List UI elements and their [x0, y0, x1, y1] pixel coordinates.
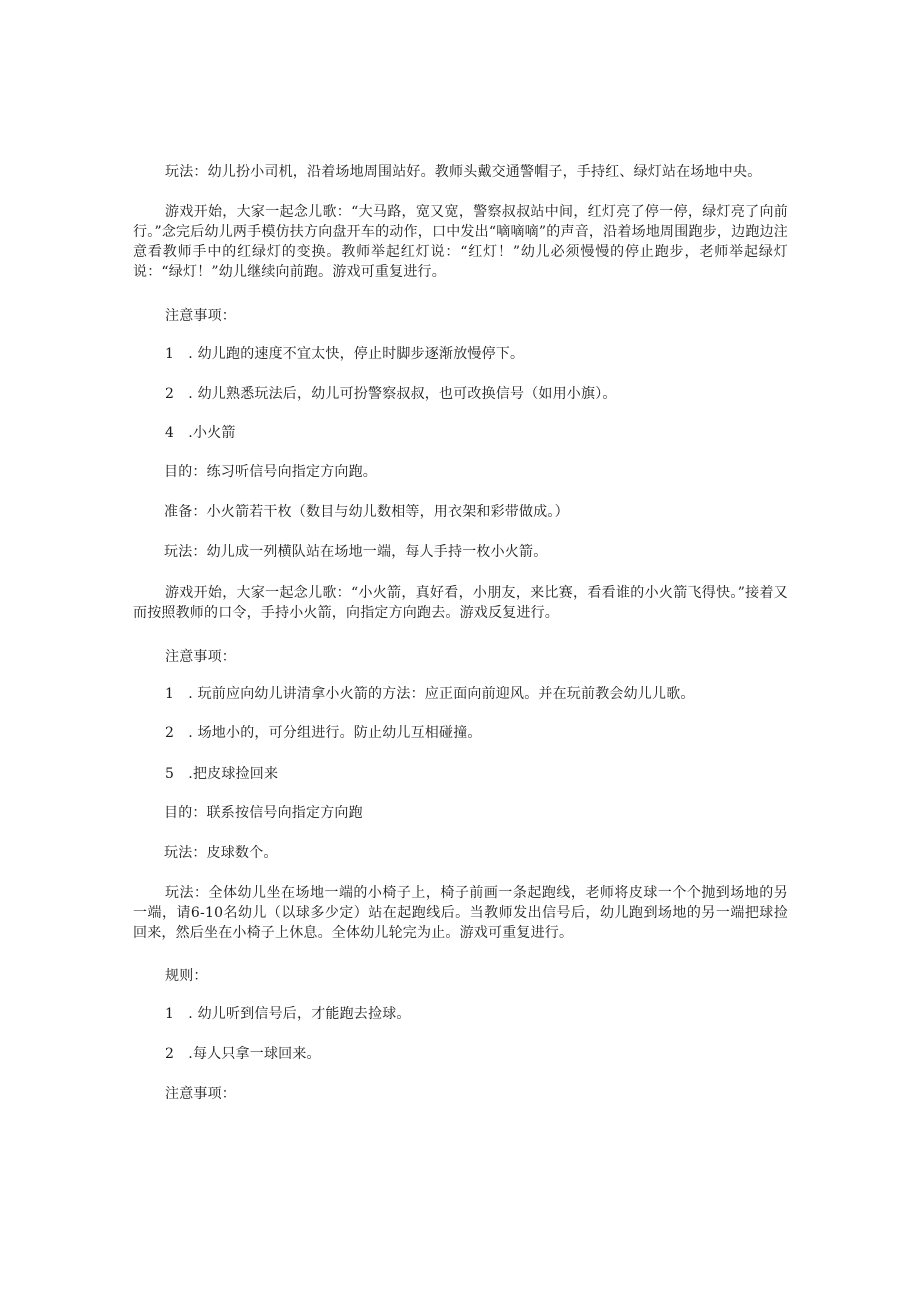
- paragraph-equipment-3: 玩法：皮球数个。: [164, 845, 278, 861]
- paragraph-game-start-1: 游戏开始，大家一起念儿歌：“大马路，宽又宽，警察叔叔站中间，红灯亮了停一停，绿灯亮了向前行。”念完后幼儿两手模仿扶方向盘开车的动作，口中发出“嘀嘀嘀”的声音，沿着场地周围跑步，边跑边注意看教师手中的红绿灯的变换。教师举起红灯说：“红灯！”幼儿必须慢慢的停止跑步，老师举起绿灯说：“绿灯！”幼儿继续向前跑。游戏可重复进行。: [133, 204, 788, 280]
- paragraph-play-2: 玩法：幼儿成一列横队站在场地一端，每人手持一枚小火箭。: [164, 544, 548, 560]
- paragraph-notes-heading-1: 注意事项：: [165, 308, 236, 324]
- paragraph-rule-1: 1 . 幼儿听到信号后，才能跑去捡球。: [165, 1006, 411, 1022]
- paragraph-game-start-2: 游戏开始，大家一起念儿歌：“小火箭，真好看，小朋友，来比赛，看看谁的小火箭飞得快。”接着又而按照教师的口令，手持小火箭，向指定方向跑去。游戏反复进行。: [133, 585, 788, 621]
- paragraph-notes-heading-3: 注意事项：: [165, 1086, 236, 1102]
- paragraph-notes-heading-2: 注意事项：: [165, 649, 236, 665]
- paragraph-prep-2: 准备：小火箭若干枚（数目与幼儿数相等，用衣架和彩带做成。）: [164, 504, 569, 520]
- paragraph-note-1-1: 1 . 幼儿跑的速度不宜太快，停止时脚步逐渐放慢停下。: [165, 346, 525, 362]
- section-heading-little-rocket: 4 .小火箭: [165, 425, 236, 441]
- paragraph-rules-heading: 规则：: [165, 968, 208, 984]
- paragraph-rules-play-1: 玩法：幼儿扮小司机，沿着场地周围站好。教师头戴交通警帽子，手持红、绿灯站在场地中央。: [165, 164, 762, 180]
- paragraph-note-2-1: 1 . 玩前应向幼儿讲清拿小火箭的方法：应正面向前迎风。并在玩前教会幼儿儿歌。: [165, 686, 695, 702]
- paragraph-goal-2: 目的：练习听信号向指定方向跑。: [164, 464, 377, 480]
- paragraph-note-1-2: 2 . 幼儿熟悉玩法后，幼儿可扮警察叔叔，也可改换信号（如用小旗）。: [165, 386, 617, 402]
- paragraph-note-2-2: 2 . 场地小的，可分组进行。防止幼儿互相碰撞。: [165, 725, 482, 741]
- paragraph-play-3: 玩法：全体幼儿坐在场地一端的小椅子上，椅子前画一条起跑线，老师将皮球一个个抛到场地的另一端，请6-10名幼儿（以球多少定）站在起跑线后。当教师发出信号后，幼儿跑到场地的另一端把球捡回来，然后坐在小椅子上休息。全体幼儿轮完为止。游戏可重复进行。: [133, 885, 788, 941]
- paragraph-rule-2: 2 .每人只拿一球回来。: [165, 1046, 321, 1062]
- paragraph-goal-3: 目的：联系按信号向指定方向跑: [164, 805, 363, 821]
- section-heading-bring-back-ball: 5 .把皮球捡回来: [165, 766, 279, 782]
